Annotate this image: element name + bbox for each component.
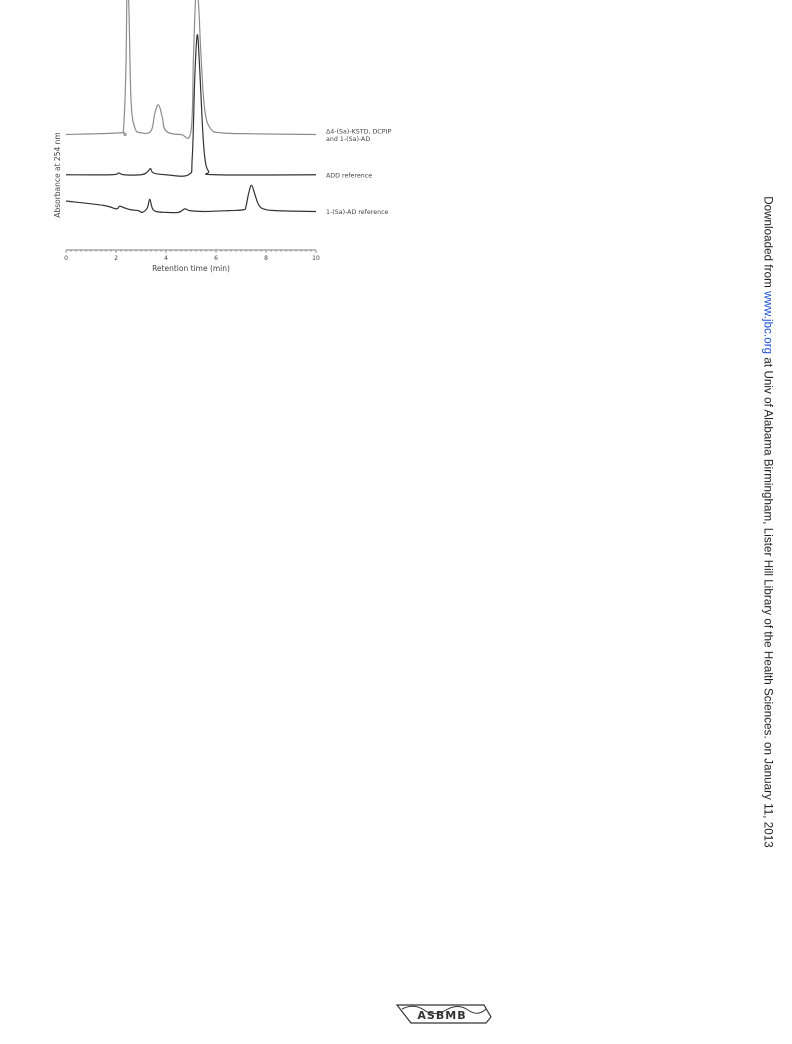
hplc-chromatogram (0, 0, 420, 290)
watermark-suffix: at Univ of Alabama Birmingham, Lister Hill Library of the Health Sciences. on January 11, 2013 (761, 354, 775, 848)
x-tick-label: 4 (164, 255, 168, 262)
x-axis-label: Retention time (min) (152, 264, 230, 273)
asbmb-logo-text: ASBMB (417, 1009, 467, 1022)
asbmb-logo (394, 1001, 494, 1027)
watermark-text (762, 196, 775, 848)
jbc-link[interactable]: www.jbc.org (761, 291, 775, 355)
trace-label: Δ4-(Sa)-KSTD, DCPIP and 1-(Sa)-AD (326, 128, 392, 143)
x-tick-label: 2 (114, 255, 118, 262)
trace-line (66, 35, 316, 177)
trace-line (66, 0, 316, 138)
trace-label: ADD reference (326, 172, 373, 180)
x-tick-label: 10 (312, 255, 320, 262)
watermark-prefix: Downloaded from (761, 196, 775, 292)
x-axis-tick-labels (64, 255, 320, 262)
trace-label: 1-(Sa)-AD reference (326, 209, 389, 216)
trace-line (66, 185, 316, 212)
x-axis-ticks (66, 250, 316, 253)
trace-labels-group (326, 129, 391, 217)
traces-group (66, 0, 316, 213)
y-axis-label: Absorbance at 254 nm (53, 132, 62, 218)
x-tick-label: 8 (264, 255, 268, 262)
x-tick-label: 0 (64, 255, 68, 262)
x-tick-label: 6 (214, 255, 218, 262)
